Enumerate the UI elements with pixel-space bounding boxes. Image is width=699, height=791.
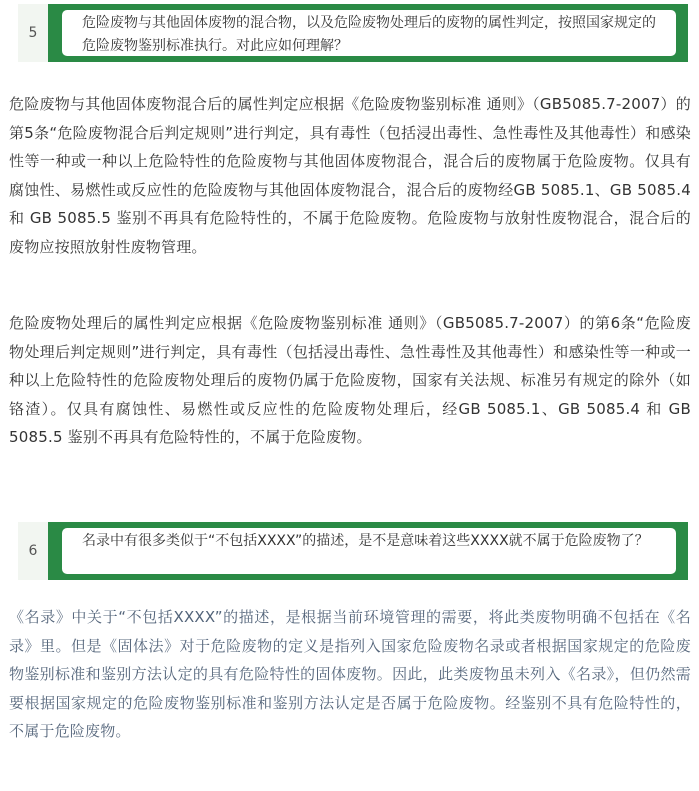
- question-5-text: 危险废物与其他固体废物的混合物，以及危险废物处理后的废物的属性判定，按照国家规定的危险废物鉴别标准执行。对此应如何理解？: [62, 10, 676, 56]
- answer-5-paragraph-2: 危险废物处理后的属性判定应根据《危险废物鉴别标准 通则》（GB5085.7-2007）的第6条“危险废物处理后判定规则”进行判定，具有毒性（包括浸出毒性、急性毒性及其他毒性）和感染性等一种或一种以上危险特性的危险废物处理后的废物仍属于危险废物，国家有关法规、标准另有规定的除外（如铬渣）。仅具有腐蚀性、易燃性或反应性的危险废物处理后，经GB 5085.1、GB 5085.4 和 GB 5085.5 鉴别不再具有危险特性的，不属于危险废物。: [9, 314, 691, 446]
- question-6-text: 名录中有很多类似于“不包括XXXX”的描述，是不是意味着这些XXXX就不属于危险废物了？: [62, 528, 676, 574]
- answer-5-paragraph-1: 危险废物与其他固体废物混合后的属性判定应根据《危险废物鉴别标准 通则》（GB5085.7-2007）的第5条“危险废物混合后判定规则”进行判定，具有毒性（包括浸出毒性、急性毒性及其他毒性）和感染性等一种或一种以上危险特性的危险废物与其他固体废物混合，混合后的废物属于危险废物。仅具有腐蚀性、易燃性或反应性的危险废物与其他固体废物混合，混合后的废物经GB 5085.1、GB 5085.4和 GB 5085.5 鉴别不再具有危险特性的，不属于危险废物。危险废物与放射性废物混合，混合后的废物应按照放射性废物管理。: [9, 95, 691, 256]
- question-5-number: 5: [18, 4, 49, 62]
- question-5-box: [18, 4, 688, 62]
- question-6-box: [18, 522, 688, 580]
- answer-6-paragraph-1: 《名录》中关于“不包括XXXX”的描述，是根据当前环境管理的需要，将此类废物明确不包括在《名录》里。但是《固体法》对于危险废物的定义是指列入国家危险废物名录或者根据国家规定的危险废物鉴别标准和鉴别方法认定的具有危险特性的固体废物。因此，此类废物虽未列入《名录》，但仍然需要根据国家规定的危险废物鉴别标准和鉴别方法认定是否属于危险废物。经鉴别不具有危险特性的，不属于危险废物。: [9, 608, 691, 740]
- question-6-number: 6: [18, 522, 49, 580]
